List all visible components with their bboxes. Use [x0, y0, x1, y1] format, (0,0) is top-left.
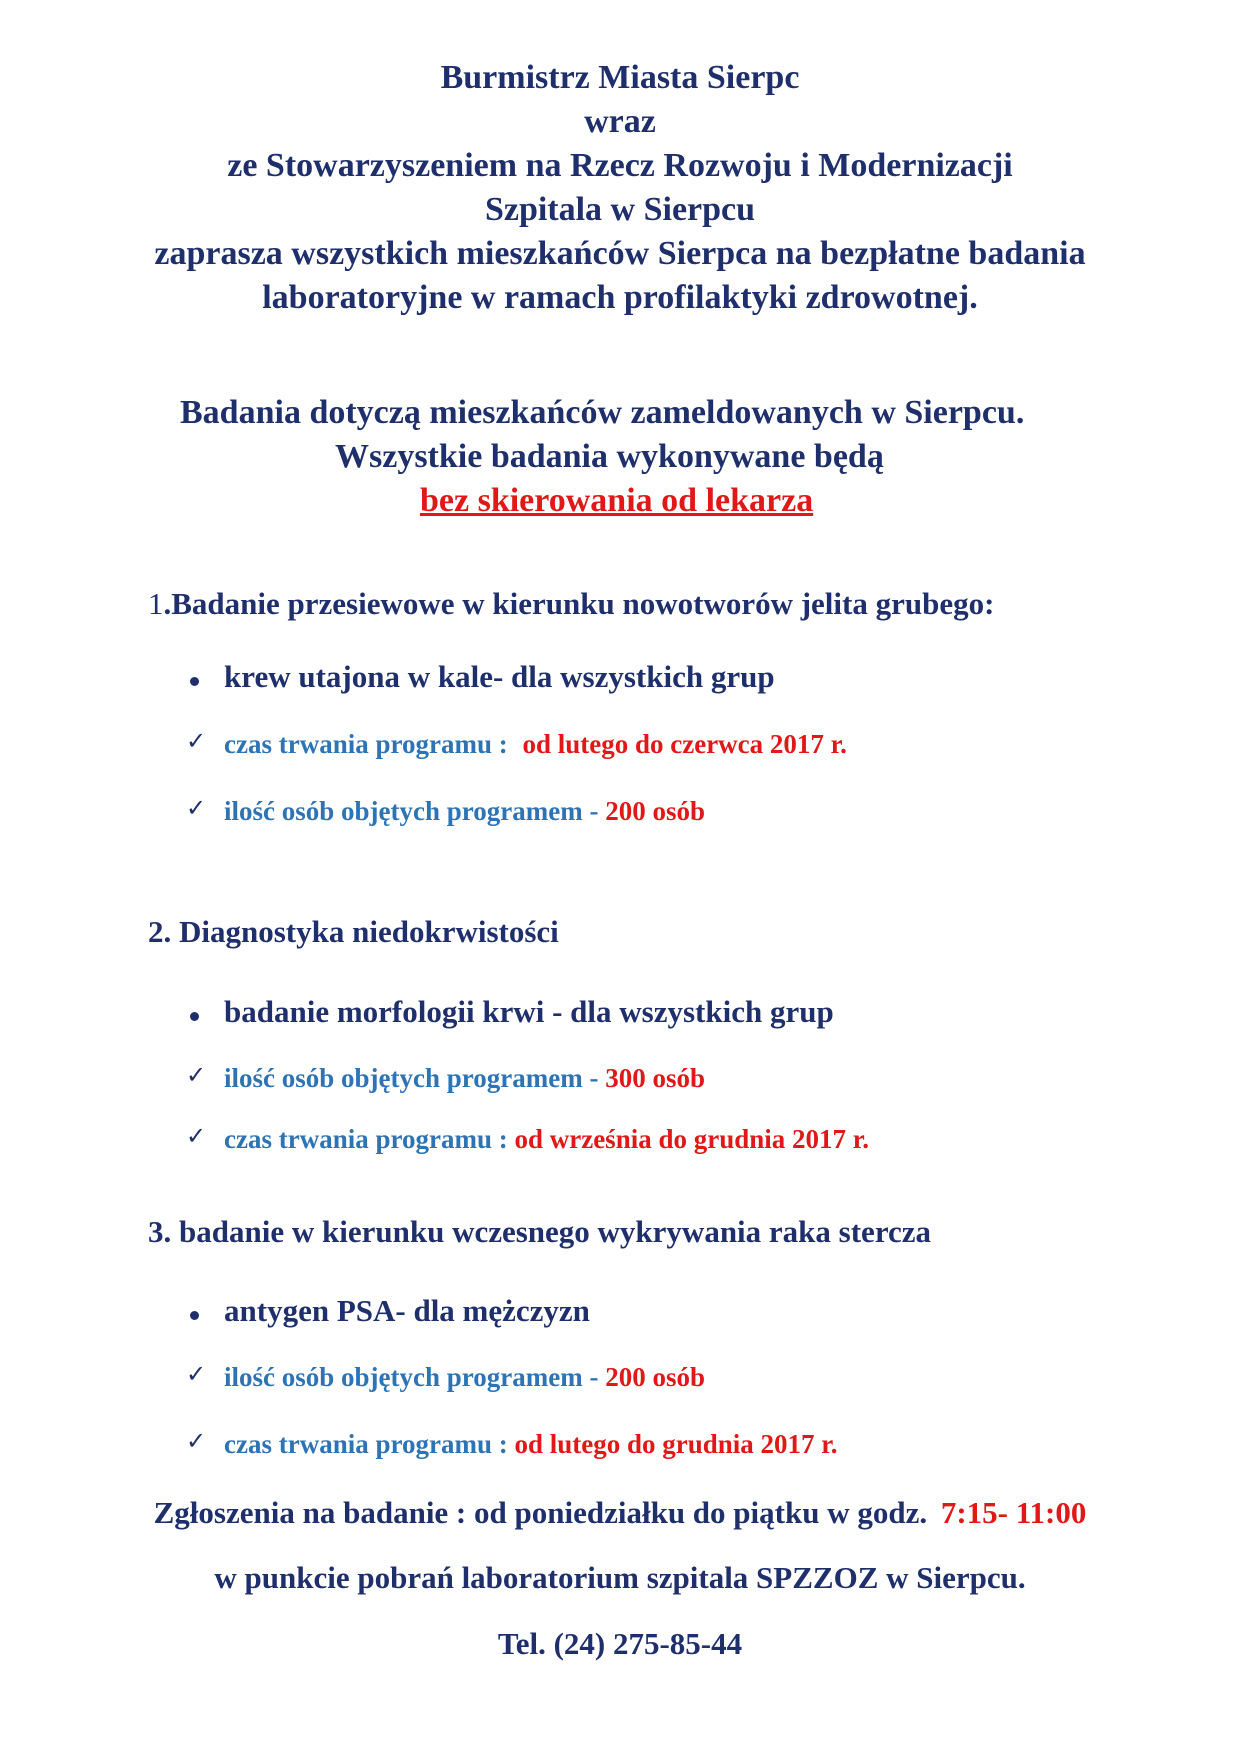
check-icon: ✓ — [186, 727, 207, 755]
header-line-5: zaprasza wszystkich mieszkańców Sierpca na bezpłatne badania — [154, 235, 1086, 272]
section-1-detail-2 — [224, 796, 705, 827]
section-number: 2. — [148, 914, 172, 949]
check-icon: ✓ — [186, 1427, 207, 1455]
detail-label: ilość osób objętych programem — [224, 1063, 583, 1093]
footer-location: w punkcie pobrań laboratorium szpitala SPZZOZ w Sierpcu. — [214, 1560, 1026, 1595]
check-icon: ✓ — [186, 1360, 207, 1388]
intro-line-1: Badania dotyczą mieszkańców zameldowanych w Sierpcu. — [180, 394, 1025, 431]
header-line-2: wraz — [584, 103, 656, 140]
detail-value: od września do grudnia 2017 r. — [514, 1124, 870, 1154]
section-number: 1 — [148, 586, 164, 621]
header-line-3: ze Stowarzyszeniem na Rzecz Rozwoju i Modernizacji — [227, 147, 1013, 184]
bullet-icon — [190, 1311, 199, 1320]
section-title: .Badanie przesiewowe w kierunku nowotworów jelita grubego: — [163, 586, 995, 621]
section-2-detail-2 — [224, 1124, 869, 1155]
detail-label: czas trwania programu : — [224, 729, 508, 759]
section-2-bullet: badanie morfologii krwi - dla wszystkich grup — [224, 994, 834, 1029]
detail-value: 300 osób — [605, 1063, 705, 1093]
check-icon: ✓ — [186, 1122, 207, 1150]
check-icon: ✓ — [186, 794, 207, 822]
section-3-title — [148, 1214, 931, 1250]
section-3-detail-2 — [224, 1429, 838, 1460]
section-2-detail-1 — [224, 1063, 705, 1094]
section-3-detail-1 — [224, 1362, 705, 1393]
footer-registration — [0, 1495, 1240, 1531]
detail-value: 200 osób — [605, 796, 705, 826]
bullet-icon — [190, 1012, 199, 1021]
detail-separator: - — [589, 1362, 599, 1392]
section-title: Diagnostyka niedokrwistości — [179, 914, 559, 949]
registration-label: Zgłoszenia na badanie : od poniedziałku do piątku w godz. — [153, 1495, 928, 1530]
detail-value: od lutego do czerwca 2017 r. — [522, 729, 847, 759]
detail-label: czas trwania programu : — [224, 1429, 508, 1459]
detail-label: ilość osób objętych programem — [224, 796, 583, 826]
header-line-6: laboratoryjne w ramach profilaktyki zdrowotnej. — [262, 279, 978, 316]
intro-line-2: Wszystkie badania wykonywane będą — [335, 438, 884, 475]
section-1-bullet: krew utajona w kale- dla wszystkich grup — [224, 659, 775, 694]
detail-separator: - — [589, 1063, 599, 1093]
check-icon: ✓ — [186, 1061, 207, 1089]
section-2-title — [148, 914, 559, 950]
intro-line-3: bez skierowania od lekarza — [420, 482, 814, 519]
detail-value: od lutego do grudnia 2017 r. — [514, 1429, 838, 1459]
detail-value: 200 osób — [605, 1362, 705, 1392]
footer-phone: Tel. (24) 275-85-44 — [497, 1626, 743, 1661]
section-3-bullet: antygen PSA- dla mężczyzn — [224, 1293, 590, 1328]
section-title: badanie w kierunku wczesnego wykrywania raka stercza — [179, 1214, 932, 1249]
section-1-detail-1 — [224, 729, 847, 760]
section-1-title — [148, 586, 994, 622]
bullet-icon — [190, 677, 199, 686]
header-line-1: Burmistrz Miasta Sierpc — [440, 59, 800, 96]
detail-label: ilość osób objętych programem — [224, 1362, 583, 1392]
section-number: 3. — [148, 1214, 172, 1249]
detail-separator: - — [589, 796, 599, 826]
detail-label: czas trwania programu : — [224, 1124, 508, 1154]
registration-hours: 7:15- 11:00 — [940, 1495, 1087, 1530]
header-line-4: Szpitala w Sierpcu — [484, 191, 756, 228]
